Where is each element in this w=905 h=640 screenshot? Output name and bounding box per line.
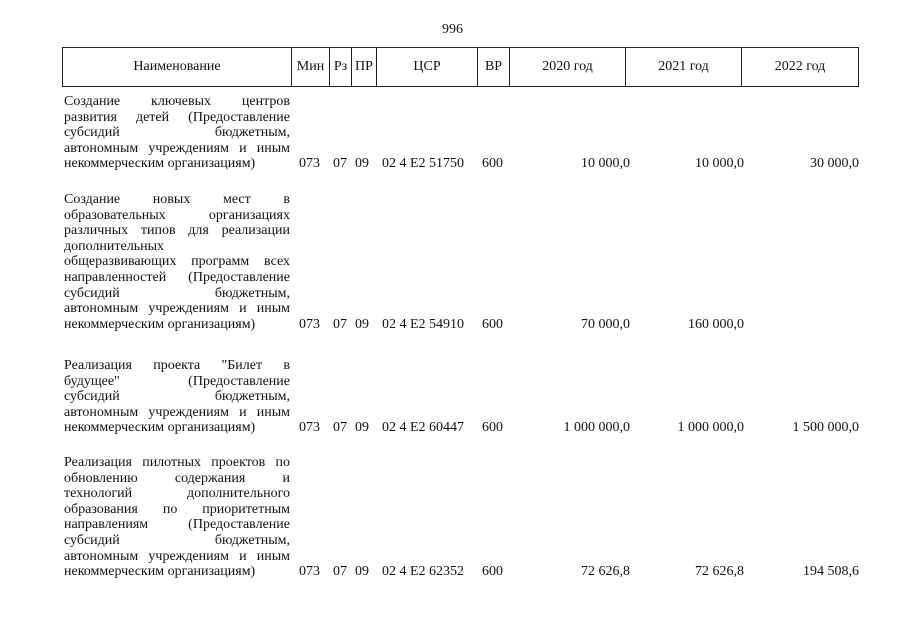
row-name-line: направлениям (Предоставление [64,517,290,533]
row-name-line: автономным учреждениям и иным [64,404,290,420]
row-name-line: некоммерческим организациям) [64,156,256,172]
row-amount-2020: 1 000 000,0 [563,420,630,436]
row-amount-2022: 194 508,6 [803,564,859,580]
row-rz: 07 [333,564,347,580]
row-name-line: субсидий бюджетным, [64,125,290,141]
row-csr: 02 4 E2 62352 [382,564,465,580]
row-min: 073 [299,316,320,332]
row-name-line: автономным учреждениям и иным [64,301,290,317]
row-name-line: образования по приоритетным [64,501,290,517]
row-rz: 07 [333,420,347,436]
row-csr: 02 4 E2 54910 [382,316,465,332]
row-amount-2020: 72 626,8 [581,564,630,580]
row-name-line: автономным учреждениям и иным [64,548,290,564]
row-amount-2021: 10 000,0 [695,156,744,172]
header-2020: 2020 год [510,48,626,86]
row-min: 073 [299,420,320,436]
row-vr: 600 [482,420,503,436]
row-amount-2020: 70 000,0 [581,316,630,332]
header-2021: 2021 год [626,48,742,86]
row-name-line: обновлению содержания и [64,470,290,486]
row-name-line: Реализация пилотных проектов по [64,455,290,470]
row-name-line: общеразвивающих программ всех [64,254,290,270]
row-name-line: некоммерческим организациям) [64,316,256,332]
row-name-line: будущее" (Предоставление [64,373,290,389]
row-name-line: направленностей (Предоставление [64,269,290,285]
row-name-line: автономным учреждениям и иным [64,140,290,156]
row-rz: 07 [333,316,347,332]
row-vr: 600 [482,564,503,580]
row-min: 073 [299,564,320,580]
row-amount-2021: 160 000,0 [688,316,744,332]
row-name-line: дополнительных [64,238,165,254]
row-name [64,358,290,436]
row-name-line: субсидий бюджетным, [64,532,290,548]
row-name-line: субсидий бюджетным, [64,389,290,405]
page-number: 996 [442,22,463,37]
row-name-line: субсидий бюджетным, [64,285,290,301]
row-rz: 07 [333,156,347,172]
row-name-line: образовательных организациях [64,207,290,223]
row-csr: 02 4 E2 51750 [382,156,465,172]
header-2022: 2022 год [774,59,826,74]
row-name-line: Создание новых мест в [64,192,290,207]
row-name [64,192,290,332]
row-amount-2021: 1 000 000,0 [677,420,744,436]
row-vr: 600 [482,316,503,332]
row-name-line: технологий дополнительного [64,486,290,502]
header-name: Наименование [63,48,292,86]
row-pr: 09 [355,156,369,172]
row-amount-2022: 30 000,0 [810,156,859,172]
row-amount-2022: 1 500 000,0 [792,420,859,436]
row-name-line: Реализация проекта "Билет в [64,358,290,373]
header-vr: ВР [478,48,510,86]
row-name-line: развития детей (Предоставление [64,109,290,125]
header-pr: ПР [352,48,377,86]
row-vr: 600 [482,156,503,172]
row-pr: 09 [355,316,369,332]
table-header [62,47,859,87]
row-csr: 02 4 E2 60447 [382,420,465,436]
row-amount-2021: 72 626,8 [695,564,744,580]
header-min: Мин [292,48,330,86]
row-name-line: различных типов для реализации [64,223,290,239]
row-amount-2020: 10 000,0 [581,156,630,172]
row-name [64,94,290,172]
row-pr: 09 [355,420,369,436]
row-name-line: некоммерческим организациям) [64,420,256,436]
header-rz: Рз [330,48,352,86]
row-name-line: Создание ключевых центров [64,94,290,109]
row-name-line: некоммерческим организациям) [64,564,256,580]
row-pr: 09 [355,564,369,580]
row-name [64,455,290,580]
row-min: 073 [299,156,320,172]
header-csr: ЦСР [377,48,478,86]
